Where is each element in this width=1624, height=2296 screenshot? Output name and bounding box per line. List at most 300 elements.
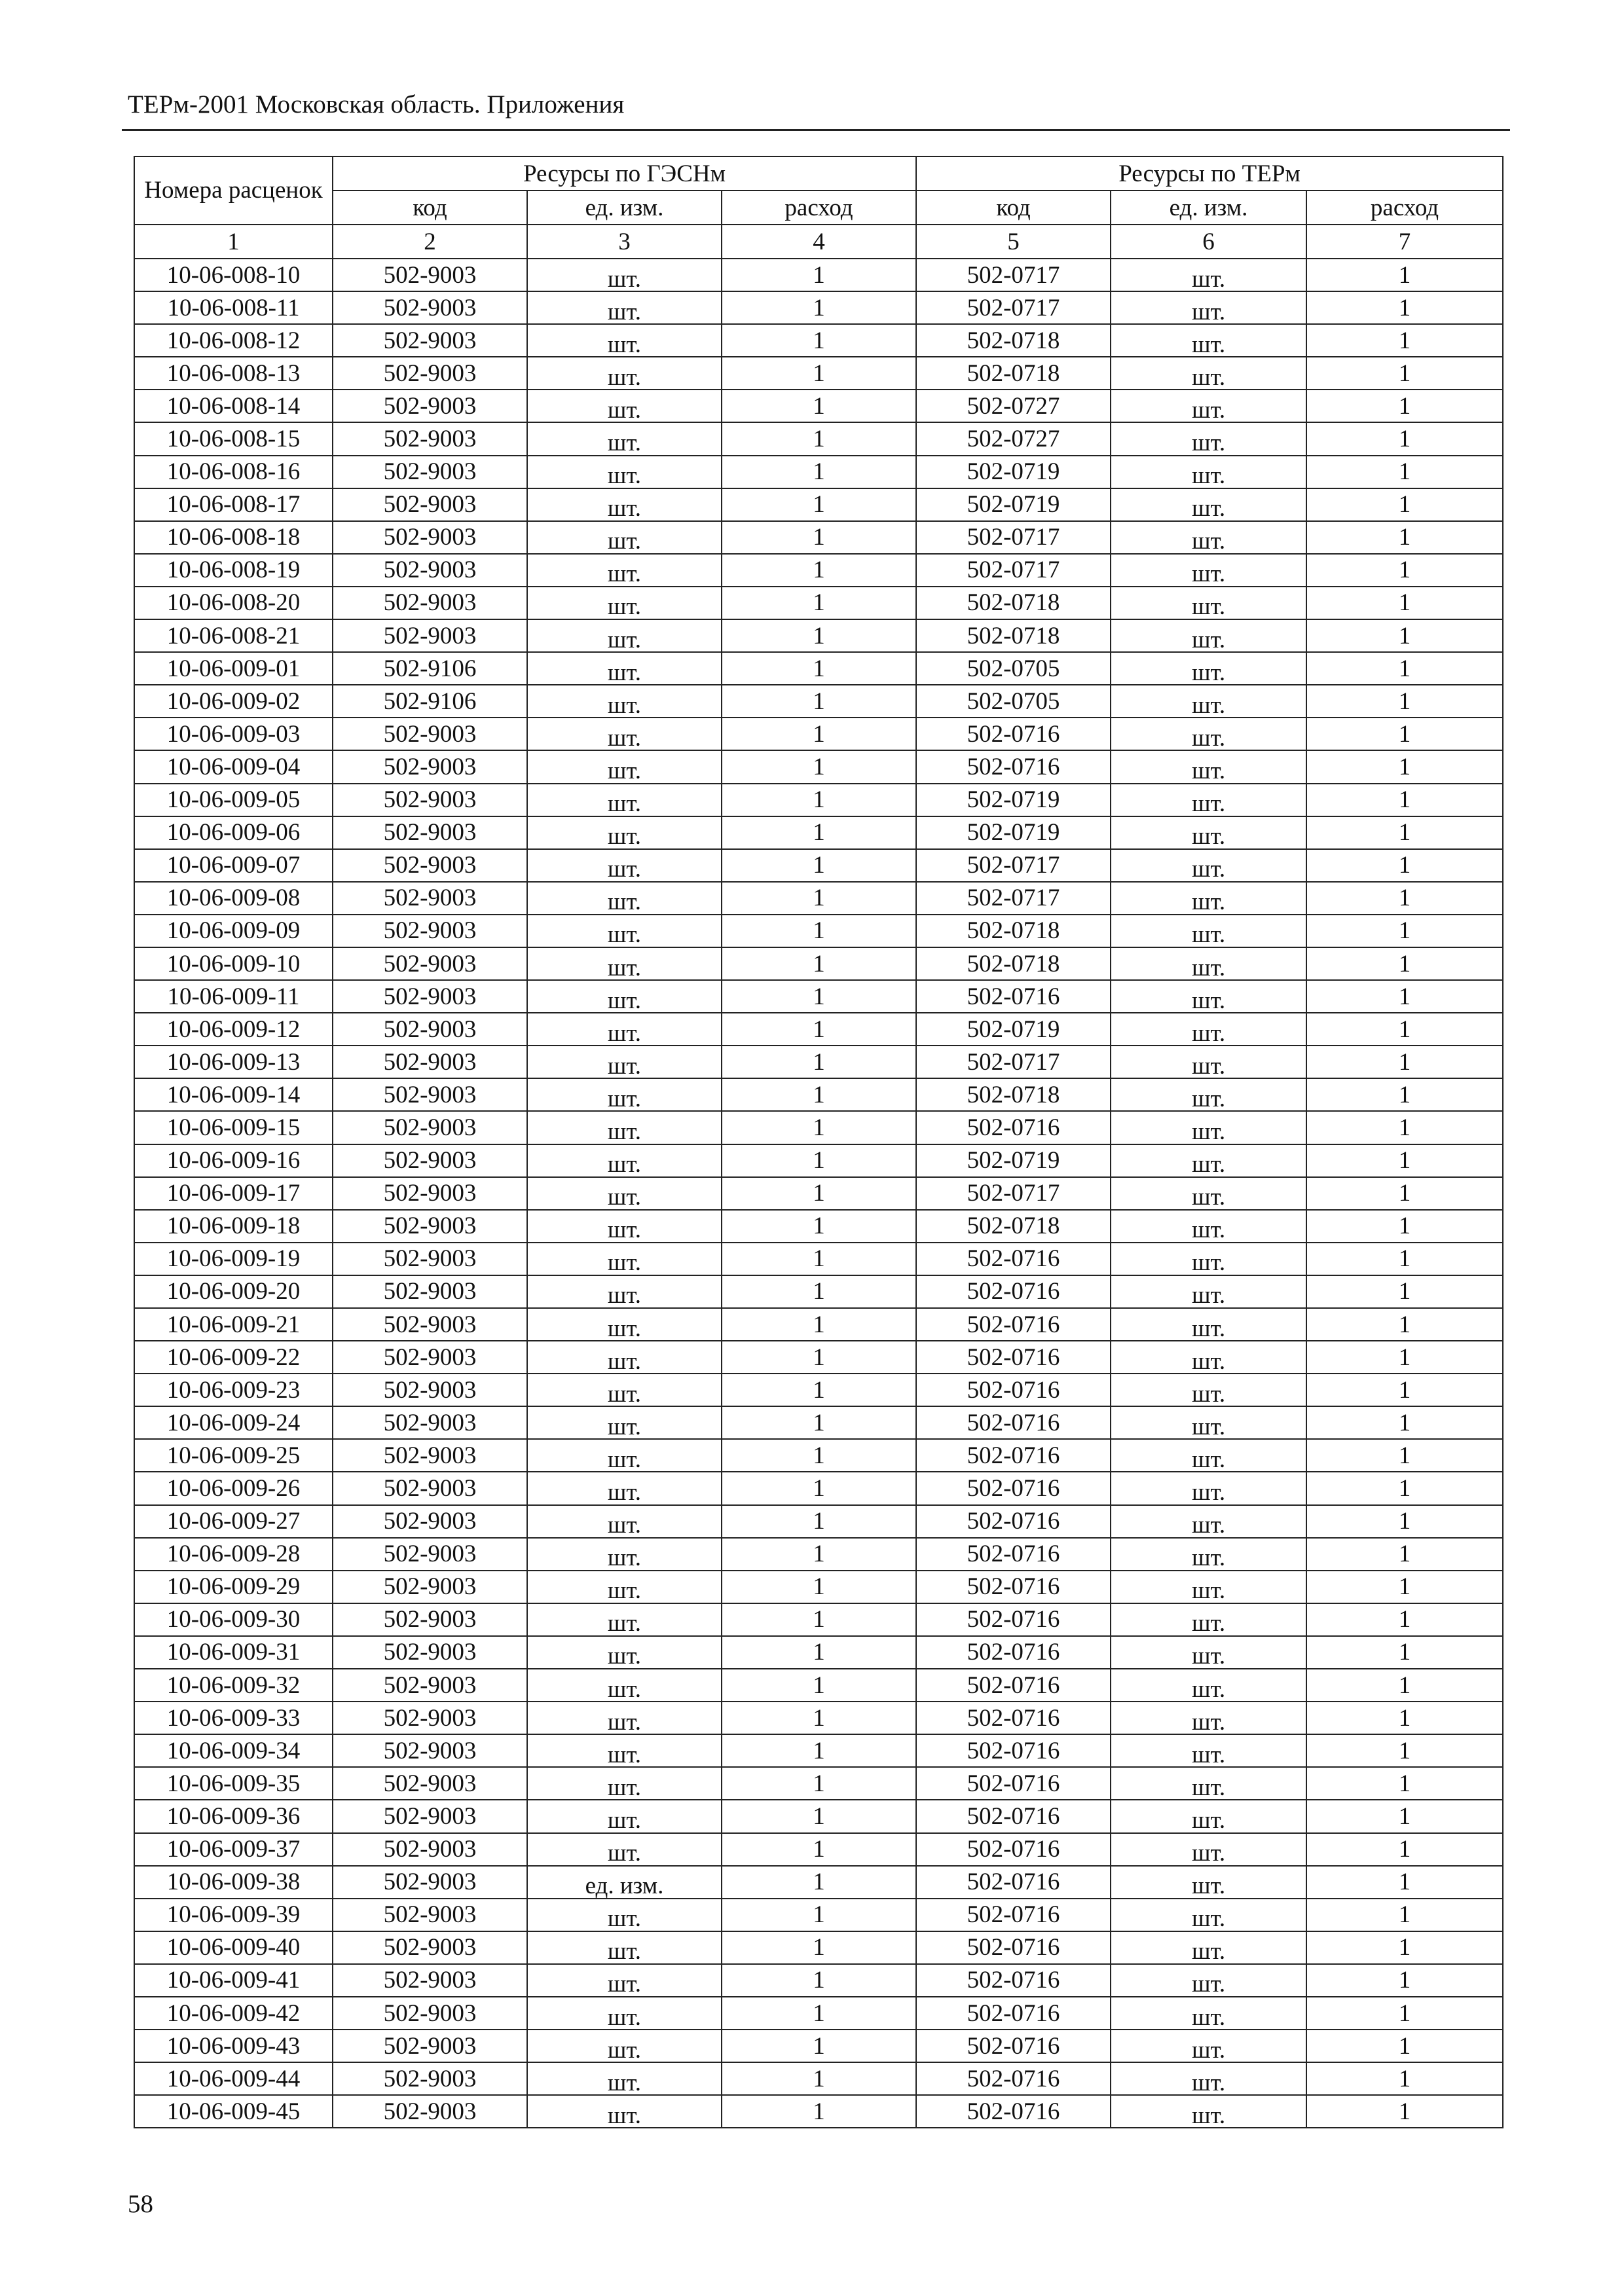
gesn-unit-cell: [527, 1046, 722, 1078]
ter-code-cell: 502-0718: [916, 324, 1111, 357]
gesn-code-cell: 502-9003: [333, 1439, 527, 1472]
unit-text: шт.: [1191, 888, 1226, 916]
unit-text: шт.: [607, 1347, 642, 1375]
gesn-unit-cell: [527, 1636, 722, 1669]
ter-code-cell: 502-0716: [916, 1964, 1111, 1997]
rate-number-cell: 10-06-009-39: [134, 1899, 333, 1931]
unit-text: шт.: [1191, 560, 1226, 588]
gesn-code-cell: 502-9003: [333, 1472, 527, 1504]
ter-unit-cell: [1111, 291, 1306, 324]
gesn-amount-cell: 1: [722, 357, 916, 390]
unit-text: шт.: [1191, 298, 1226, 325]
table-row: [134, 1144, 1503, 1177]
table-row: [134, 1472, 1503, 1504]
unit-text: шт.: [1191, 593, 1226, 621]
table-row: [134, 2062, 1503, 2095]
ter-amount-cell: 1: [1306, 324, 1503, 357]
rate-number-cell: 10-06-009-26: [134, 1472, 333, 1504]
table-row: [134, 619, 1503, 652]
ter-unit-cell: [1111, 2095, 1306, 2128]
table-row: [134, 291, 1503, 324]
unit-text: шт.: [1191, 1544, 1226, 1572]
ter-unit-cell: [1111, 587, 1306, 619]
gesn-code-cell: 502-9003: [333, 2095, 527, 2128]
gesn-amount-cell: 1: [722, 784, 916, 816]
gesn-unit-cell: [527, 1078, 722, 1111]
gesn-unit-cell: [527, 1013, 722, 1046]
unit-text: шт.: [607, 1052, 642, 1080]
gesn-code-cell: 502-9003: [333, 1538, 527, 1571]
ter-amount-cell: 1: [1306, 587, 1503, 619]
rate-number-cell: 10-06-009-44: [134, 2062, 333, 2095]
gesn-code-cell: 502-9003: [333, 456, 527, 488]
unit-text: шт.: [607, 363, 642, 391]
gesn-code-cell: 502-9003: [333, 2062, 527, 2095]
rate-number-cell: 10-06-008-14: [134, 390, 333, 422]
ter-unit-cell: [1111, 1964, 1306, 1997]
gesn-amount-cell: 1: [722, 1899, 916, 1931]
ter-amount-cell: 1: [1306, 488, 1503, 521]
ter-unit-cell: [1111, 882, 1306, 915]
rate-number-cell: 10-06-008-13: [134, 357, 333, 390]
ter-unit-cell: [1111, 324, 1306, 357]
table-row: [134, 784, 1503, 816]
gesn-unit-cell: [527, 915, 722, 947]
header-row-column-numbers: [134, 225, 1503, 259]
ter-amount-cell: 1: [1306, 1144, 1503, 1177]
rate-number-cell: 10-06-008-17: [134, 488, 333, 521]
table-row: [134, 1275, 1503, 1308]
rate-number-cell: 10-06-008-20: [134, 587, 333, 619]
gesn-unit-cell: [527, 1767, 722, 1800]
table-row: [134, 324, 1503, 357]
header-row-groups: [134, 156, 1503, 191]
gesn-amount-cell: 1: [722, 2062, 916, 2095]
ter-unit-cell: [1111, 1374, 1306, 1406]
unit-text: шт.: [1191, 1872, 1226, 1900]
unit-text: шт.: [1191, 2102, 1226, 2129]
ter-unit-cell: [1111, 1111, 1306, 1144]
ter-unit-cell: [1111, 1341, 1306, 1374]
ter-code-cell: 502-0716: [916, 1439, 1111, 1472]
gesn-amount-cell: 1: [722, 554, 916, 587]
ter-unit-cell: [1111, 750, 1306, 783]
gesn-amount-cell: 1: [722, 587, 916, 619]
ter-amount-cell: 1: [1306, 1800, 1503, 1832]
unit-text: ед. изм.: [585, 1872, 664, 1900]
ter-code-cell: 502-0716: [916, 1997, 1111, 2030]
gesn-unit-cell: [527, 947, 722, 980]
gesn-code-cell: 502-9003: [333, 718, 527, 750]
ter-amount-cell: 1: [1306, 816, 1503, 849]
rate-number-cell: 10-06-009-02: [134, 685, 333, 718]
table-row: [134, 1603, 1503, 1636]
rate-number-cell: 10-06-009-20: [134, 1275, 333, 1308]
unit-text: шт.: [607, 495, 642, 522]
rate-number-cell: 10-06-009-05: [134, 784, 333, 816]
rate-number-cell: 10-06-009-18: [134, 1210, 333, 1243]
ter-code-cell: 502-0717: [916, 882, 1111, 915]
rate-number-cell: 10-06-009-36: [134, 1800, 333, 1832]
ter-code-cell: 502-0718: [916, 1078, 1111, 1111]
unit-text: шт.: [1191, 1675, 1226, 1703]
ter-code-cell: 502-0716: [916, 1603, 1111, 1636]
gesn-code-cell: 502-9003: [333, 980, 527, 1013]
table-row: [134, 750, 1503, 783]
unit-text: шт.: [1191, 724, 1226, 752]
rate-number-cell: 10-06-009-25: [134, 1439, 333, 1472]
gesn-unit-cell: [527, 652, 722, 685]
gesn-unit-cell: [527, 1571, 722, 1603]
ter-amount-cell: 1: [1306, 1636, 1503, 1669]
gesn-amount-cell: 1: [722, 1472, 916, 1504]
gesn-amount-cell: 1: [722, 521, 916, 554]
ter-code-cell: 502-0716: [916, 1734, 1111, 1767]
ter-code-cell: 502-0719: [916, 488, 1111, 521]
ter-code-cell: 502-0719: [916, 784, 1111, 816]
unit-text: шт.: [1191, 1347, 1226, 1375]
gesn-code-cell: 502-9003: [333, 1177, 527, 1210]
ter-amount-cell: 1: [1306, 357, 1503, 390]
gesn-amount-cell: 1: [722, 488, 916, 521]
unit-text: шт.: [1191, 1708, 1226, 1736]
unit-text: шт.: [607, 724, 642, 752]
ter-amount-cell: 1: [1306, 1439, 1503, 1472]
rate-numbers-header: Номера расценок: [134, 156, 333, 225]
ter-code-cell: 502-0718: [916, 1210, 1111, 1243]
gesn-amount-cell: 1: [722, 390, 916, 422]
gesn-amount-cell: 1: [722, 1308, 916, 1341]
column-number: 5: [916, 225, 1111, 259]
ter-unit-cell: [1111, 1275, 1306, 1308]
gesn-unit-cell: [527, 422, 722, 455]
gesn-amount-cell: 1: [722, 1964, 916, 1997]
ter-amount-cell: 1: [1306, 718, 1503, 750]
table-row: [134, 1111, 1503, 1144]
rate-number-cell: 10-06-009-35: [134, 1767, 333, 1800]
gesn-amount-cell: 1: [722, 1866, 916, 1899]
ter-amount-cell: 1: [1306, 1833, 1503, 1866]
ter-code-cell: 502-0717: [916, 1177, 1111, 1210]
gesn-unit-cell: [527, 1341, 722, 1374]
gesn-unit-cell: [527, 1866, 722, 1899]
unit-text: шт.: [607, 1610, 642, 1637]
ter-code-cell: 502-0716: [916, 1767, 1111, 1800]
gesn-code-cell: 502-9003: [333, 750, 527, 783]
unit-text: шт.: [1191, 1971, 1226, 1998]
unit-text: шт.: [1191, 1052, 1226, 1080]
gesn-amount-cell: 1: [722, 1210, 916, 1243]
gesn-unit-cell: [527, 1669, 722, 1702]
unit-text: шт.: [607, 1840, 642, 1867]
unit-text: шт.: [1191, 331, 1226, 358]
unit-text: шт.: [607, 1184, 642, 1211]
table-row: [134, 1866, 1503, 1899]
column-number: 1: [134, 225, 333, 259]
unit-text: шт.: [1191, 2003, 1226, 2031]
unit-text: шт.: [607, 1971, 642, 1998]
gesn-code-cell: 502-9003: [333, 1964, 527, 1997]
ter-code-cell: 502-0717: [916, 259, 1111, 291]
rate-number-cell: 10-06-008-11: [134, 291, 333, 324]
rate-number-cell: 10-06-009-45: [134, 2095, 333, 2128]
ter-amount-cell: 1: [1306, 1472, 1503, 1504]
ter-unit-cell: [1111, 1538, 1306, 1571]
ter-unit-cell: [1111, 1669, 1306, 1702]
ter-amount-cell: 1: [1306, 1669, 1503, 1702]
unit-text: шт.: [607, 1085, 642, 1112]
ter-code-cell: 502-0718: [916, 357, 1111, 390]
unit-text: шт.: [1191, 1774, 1226, 1801]
table-row: [134, 882, 1503, 915]
gesn-unit-cell: [527, 291, 722, 324]
ter-amount-cell: 1: [1306, 1308, 1503, 1341]
gesn-amount-cell: 1: [722, 980, 916, 1013]
gesn-amount-cell: 1: [722, 1439, 916, 1472]
column-number: 2: [333, 225, 527, 259]
unit-text: шт.: [607, 2036, 642, 2064]
table-row: [134, 1899, 1503, 1931]
gesn-amount-cell: 1: [722, 882, 916, 915]
gesn-unit-cell: [527, 456, 722, 488]
ter-code-cell: 502-0716: [916, 1341, 1111, 1374]
unit-text: шт.: [1191, 659, 1226, 686]
rate-number-cell: 10-06-009-01: [134, 652, 333, 685]
unit-text: шт.: [1191, 1282, 1226, 1309]
table-row: [134, 1308, 1503, 1341]
unit-text: шт.: [1191, 1446, 1226, 1473]
ter-amount-cell: 1: [1306, 1603, 1503, 1636]
gesn-unit-cell: [527, 816, 722, 849]
gesn-unit-cell: [527, 587, 722, 619]
ter-unit-cell: [1111, 554, 1306, 587]
table-row: [134, 980, 1503, 1013]
gesn-code-cell: 502-9003: [333, 915, 527, 947]
table-row: [134, 1406, 1503, 1439]
ter-unit-cell: [1111, 259, 1306, 291]
unit-text: шт.: [1191, 1479, 1226, 1506]
ter-code-cell: 502-0716: [916, 1538, 1111, 1571]
ter-amount-cell: 1: [1306, 1931, 1503, 1964]
column-number: 7: [1306, 225, 1503, 259]
unit-text: шт.: [607, 1216, 642, 1244]
gesn-unit-cell: [527, 1702, 722, 1734]
ter-unit-cell: [1111, 718, 1306, 750]
rate-number-cell: 10-06-009-03: [134, 718, 333, 750]
ter-code-cell: 502-0719: [916, 1144, 1111, 1177]
ter-amount-cell: 1: [1306, 554, 1503, 587]
rate-number-cell: 10-06-009-08: [134, 882, 333, 915]
table-row: [134, 1243, 1503, 1275]
unit-text: шт.: [607, 921, 642, 949]
ter-amount-cell: 1: [1306, 1767, 1503, 1800]
ter-code-cell: 502-0716: [916, 1406, 1111, 1439]
ter-amount-cell: 1: [1306, 1899, 1503, 1931]
ter-unit-cell: [1111, 1833, 1306, 1866]
gesn-amount-cell: 1: [722, 1177, 916, 1210]
table-row: [134, 947, 1503, 980]
resource-mapping-table: [134, 156, 1504, 2128]
gesn-code-cell: 502-9003: [333, 488, 527, 521]
gesn-unit-cell: [527, 685, 722, 718]
unit-text: шт.: [1191, 1315, 1226, 1342]
table-row: [134, 816, 1503, 849]
rate-number-cell: 10-06-009-11: [134, 980, 333, 1013]
gesn-unit-cell: [527, 1374, 722, 1406]
ter-code-cell: 502-0718: [916, 587, 1111, 619]
gesn-code-cell: 502-9003: [333, 1767, 527, 1800]
unit-text: шт.: [607, 757, 642, 784]
rate-number-cell: 10-06-009-12: [134, 1013, 333, 1046]
gesn-amount-cell: 1: [722, 1636, 916, 1669]
table-row: [134, 259, 1503, 291]
unit-text: шт.: [607, 1380, 642, 1408]
gesn-unit-cell: [527, 1210, 722, 1243]
table-row: [134, 915, 1503, 947]
ter-code-cell: 502-0718: [916, 915, 1111, 947]
ter-unit-cell: [1111, 2030, 1306, 2062]
gesn-amount-cell: 1: [722, 947, 916, 980]
ter-unit-cell: [1111, 357, 1306, 390]
ter-code-cell: 502-0719: [916, 456, 1111, 488]
unit-text: шт.: [1191, 429, 1226, 457]
ter-amount-cell: 1: [1306, 259, 1503, 291]
gesn-code-cell: 502-9003: [333, 1603, 527, 1636]
rate-number-cell: 10-06-009-22: [134, 1341, 333, 1374]
rate-number-cell: 10-06-009-29: [134, 1571, 333, 1603]
table-row: [134, 456, 1503, 488]
unit-text: шт.: [607, 888, 642, 916]
unit-text: шт.: [1191, 691, 1226, 719]
ter-code-cell: 502-0716: [916, 750, 1111, 783]
gesn-code-cell: 502-9003: [333, 1341, 527, 1374]
table-row: [134, 2030, 1503, 2062]
table-row: [134, 587, 1503, 619]
gesn-code-cell: 502-9003: [333, 1800, 527, 1832]
ter-unit-cell: [1111, 1177, 1306, 1210]
ter-unit-cell: [1111, 456, 1306, 488]
page-header-title: ТЕРм-2001 Московская область. Приложения: [128, 90, 625, 118]
ter-code-cell: 502-0716: [916, 2095, 1111, 2128]
gesn-amount-cell: 1: [722, 1144, 916, 1177]
unit-text: шт.: [607, 1282, 642, 1309]
table-row: [134, 1538, 1503, 1571]
gesn-code-cell: 502-9003: [333, 1111, 527, 1144]
rate-number-cell: 10-06-009-42: [134, 1997, 333, 2030]
unit-text: шт.: [1191, 1741, 1226, 1768]
gesn-amount-cell: 1: [722, 1603, 916, 1636]
rate-number-cell: 10-06-009-27: [134, 1505, 333, 1538]
gesn-unit-cell: [527, 718, 722, 750]
unit-text: шт.: [607, 823, 642, 850]
header-row-subcolumns: [134, 191, 1503, 225]
ter-code-cell: 502-0717: [916, 849, 1111, 882]
gesn-unit-cell: [527, 1505, 722, 1538]
ter-code-cell: 502-0727: [916, 422, 1111, 455]
gesn-amount-cell: 1: [722, 915, 916, 947]
ter-unit-cell: [1111, 947, 1306, 980]
gesn-amount-cell: 1: [722, 422, 916, 455]
gesn-code-cell: 502-9003: [333, 1833, 527, 1866]
table-row: [134, 488, 1503, 521]
ter-code-cell: 502-0716: [916, 1505, 1111, 1538]
gesn-unit-cell: [527, 357, 722, 390]
gesn-code-cell: 502-9003: [333, 1374, 527, 1406]
ter-amount-cell: 1: [1306, 619, 1503, 652]
gesn-unit-cell: [527, 488, 722, 521]
gesn-unit-header: ед. изм.: [527, 191, 722, 225]
gesn-amount-cell: 1: [722, 456, 916, 488]
rate-number-cell: 10-06-009-31: [134, 1636, 333, 1669]
rate-number-cell: 10-06-008-10: [134, 259, 333, 291]
unit-text: шт.: [607, 1708, 642, 1736]
unit-text: шт.: [607, 1315, 642, 1342]
table-row: [134, 1734, 1503, 1767]
gesn-code-cell: 502-9003: [333, 1013, 527, 1046]
unit-text: шт.: [607, 1675, 642, 1703]
gesn-code-cell: 502-9003: [333, 882, 527, 915]
ter-code-cell: 502-0717: [916, 521, 1111, 554]
gesn-amount-cell: 1: [722, 849, 916, 882]
gesn-unit-cell: [527, 1144, 722, 1177]
ter-amount-cell: 1: [1306, 980, 1503, 1013]
unit-text: шт.: [1191, 1806, 1226, 1834]
gesn-resources-header: Ресурсы по ГЭСНм: [333, 156, 916, 191]
unit-text: шт.: [607, 1512, 642, 1539]
ter-amount-cell: 1: [1306, 390, 1503, 422]
rate-number-cell: 10-06-009-04: [134, 750, 333, 783]
ter-code-cell: 502-0705: [916, 652, 1111, 685]
ter-unit-cell: [1111, 915, 1306, 947]
ter-amount-cell: 1: [1306, 947, 1503, 980]
ter-amount-cell: 1: [1306, 882, 1503, 915]
ter-amount-cell: 1: [1306, 1964, 1503, 1997]
unit-text: шт.: [607, 1544, 642, 1572]
ter-unit-cell: [1111, 1243, 1306, 1275]
gesn-unit-cell: [527, 390, 722, 422]
gesn-unit-cell: [527, 2030, 722, 2062]
ter-unit-cell: [1111, 1603, 1306, 1636]
ter-unit-cell: [1111, 1046, 1306, 1078]
gesn-code-cell: 502-9003: [333, 1144, 527, 1177]
gesn-unit-cell: [527, 1931, 722, 1964]
unit-text: шт.: [1191, 1085, 1226, 1112]
ter-unit-cell: [1111, 980, 1306, 1013]
gesn-code-cell: 502-9003: [333, 324, 527, 357]
gesn-amount-cell: 1: [722, 1669, 916, 1702]
unit-text: шт.: [607, 462, 642, 490]
ter-unit-cell: [1111, 1702, 1306, 1734]
gesn-code-cell: 502-9003: [333, 1931, 527, 1964]
unit-text: шт.: [607, 396, 642, 424]
gesn-unit-cell: [527, 784, 722, 816]
gesn-code-cell: 502-9003: [333, 619, 527, 652]
unit-text: шт.: [607, 1577, 642, 1605]
unit-text: шт.: [1191, 1413, 1226, 1440]
gesn-unit-cell: [527, 1111, 722, 1144]
unit-text: шт.: [1191, 1216, 1226, 1244]
ter-unit-cell: [1111, 1078, 1306, 1111]
unit-text: шт.: [607, 659, 642, 686]
ter-unit-cell: [1111, 1472, 1306, 1504]
gesn-amount-cell: 1: [722, 1275, 916, 1308]
unit-text: шт.: [1191, 1938, 1226, 1965]
gesn-code-cell: 502-9003: [333, 1899, 527, 1931]
gesn-amount-cell: 1: [722, 259, 916, 291]
ter-unit-cell: [1111, 521, 1306, 554]
ter-code-cell: 502-0717: [916, 291, 1111, 324]
gesn-unit-cell: [527, 1439, 722, 1472]
